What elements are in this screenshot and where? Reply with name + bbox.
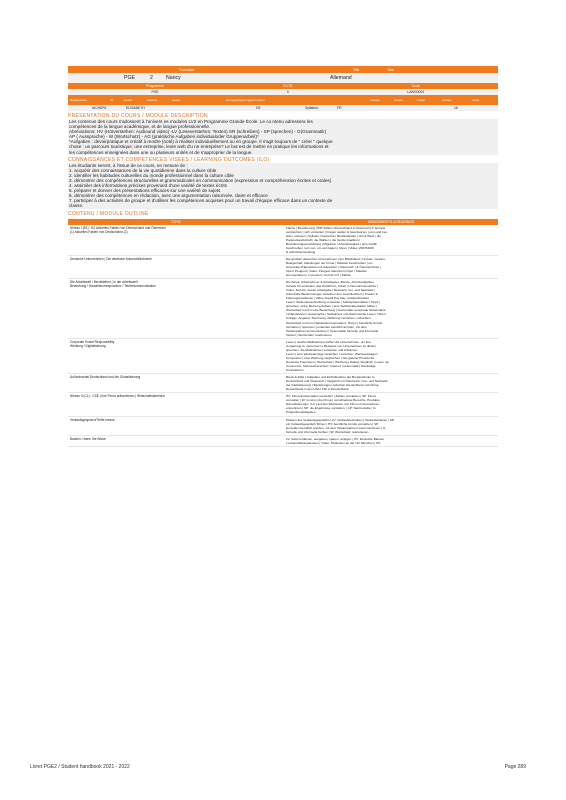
outline-assignment-cell xyxy=(284,279,498,338)
contact-hours: 16 xyxy=(454,106,458,110)
outline-assignment-text: | Lebenshaltungskosten | Video: Studenten an der Uni München | HV: xyxy=(286,440,382,445)
col-link-text: Lien participant rapport xyxy=(226,98,256,102)
outline-assignment-text: teils | vorlesen | Vollsatz / Deutsche | Bundesländer | Ost & West | die xyxy=(286,233,381,238)
campus-city: Nancy xyxy=(166,75,181,81)
leader-language: DE xyxy=(256,106,261,110)
outline-table xyxy=(68,225,498,447)
objective-line: Les étudiants seront, à l'issue de ce cours, en mesure de : xyxy=(69,162,188,168)
outline-assignment-cell xyxy=(284,417,498,435)
outline-row xyxy=(68,225,498,256)
outline-assignment-text: Lesen | eine Werbeanzeige verstehen | sprechen: Werbeaussagen xyxy=(286,351,378,356)
title-label: Title xyxy=(353,67,360,72)
outline-assignment-text: der Globalisierung | Beziehungen zwischen Deutschland und China, xyxy=(286,383,380,388)
outline-assignment-text: Vorteile für einstellen, das Profil/form, Arbeit | Unternehmenskultur | xyxy=(286,284,379,289)
outline-topic-text: Niveau II (C1) : CSE | ihre Firma präsentieren | Wirtschaftsbereiche xyxy=(70,394,166,399)
code-label: Code xyxy=(411,84,420,88)
outline-assignment-text: beschreiben | ein von, um auf zeigen | hören | Video: ZDFHARD xyxy=(286,245,374,250)
outline-assignment-text: Anfrage, Angebot, Rechnung, Mahnung verstehen | schreiben. xyxy=(286,316,372,321)
outline-topic-cell xyxy=(68,393,284,415)
col-hours: hours xyxy=(472,98,480,102)
outline-assignment-text: jemanden beruflich anrufen, mit dem Telefonpartnern kommunizieren | G: xyxy=(286,425,387,430)
outline-assignment-text: Wortschatz rund um Handelskorrespondenz, Hören | berufliche Anrufe xyxy=(286,320,383,325)
presentation-line: les compétences enseignées dans une ou plusieurs unités et de s'approprier de la langue. xyxy=(69,149,253,155)
outline-assignment-cell xyxy=(284,436,498,446)
col-du: du xyxy=(110,98,114,102)
col-leader: leader xyxy=(172,98,181,102)
outline-assignment-text: Lesen | welche Maßnahmen treffen die Unternehmen, um ihre xyxy=(286,339,372,344)
outline-assignment-text: Wortschatz rund um die Bewerbung | Grammatik: temporale Nebensätze xyxy=(286,308,386,313)
program-code: PGE xyxy=(124,75,135,81)
outline-row xyxy=(68,417,498,436)
syllabus-language: FR xyxy=(337,106,342,110)
outline-topic-text: Deutsche Unternehmen | Die deutsche Automobilindustrie xyxy=(70,256,152,261)
outline-row xyxy=(68,374,498,393)
outline-assignment-text: Bevölkerungsentwicklung | Migration | Arbeitslosigkeit | eine Grafik xyxy=(286,241,377,246)
outline-row xyxy=(68,256,498,279)
outline-topic-cell xyxy=(68,339,284,373)
presentation-line: chose : un parcours touristique, une entreprise, lexte web d'u ne entreprise? Le but est de mettre en pratique les informations et xyxy=(69,144,329,150)
outline-topic-cell xyxy=(68,436,284,446)
objective-line: 2. identifier les habitudes culturelles du monde professionnel dans la culture cible xyxy=(69,172,234,178)
leader-name: AICHERL xyxy=(92,106,107,110)
outline-topic-header: TOPIC xyxy=(170,219,182,224)
outline-assignment-text: Phasen des Verkaufsgesprächs | LV: Verkaufstechniken | Verkaufsphasen | SP: xyxy=(286,417,395,422)
outline-assignment-text: HV: Firmenpräsentation verstehen | Zahlen verstehen | SP: Firma xyxy=(286,394,376,399)
outline-assignment-text: vorstellen | W: rund um die Firma | verschiedene Bereiche, Produkte, xyxy=(286,398,381,403)
outline-row xyxy=(68,279,498,339)
outline-topic-text: Corporate Social Responsibility xyxy=(70,339,115,344)
outline-row xyxy=(68,436,498,447)
outline-topic-cell xyxy=(68,225,284,255)
outline-assignment-text: Telefonpartner kommunizieren | Grammatik: formelle und informelle xyxy=(286,328,379,333)
outline-assignment-text: N achrichtensendung xyxy=(286,249,316,254)
outline-assignment-text: Lesen: Stellenausschreibung verstehen | Selbstpräsentation | Tipps | xyxy=(286,300,380,305)
col-horaire: horaire xyxy=(394,98,403,102)
outline-assignment-text: ein Verkaufsgespräch führen | HV: berufliche Anrufe verstehen | SP: xyxy=(286,421,379,426)
outline-assignment-text: Parteienlandschaft | die Wahlen | die Große Koalition | xyxy=(286,237,361,242)
outline-assignment-text: Konnektoren xyxy=(286,368,304,373)
outline-assignment-text: Umgebung zu verbessern | Beispiele von Unternehmen so direkt | xyxy=(286,343,377,348)
presentation-heading: PRÉSENTATION DU COURS / MODULE DESCRIPTION xyxy=(68,113,208,119)
outline-row xyxy=(68,393,498,416)
document xyxy=(68,66,498,447)
outline-topic-cell xyxy=(68,256,284,278)
outline-assignment-text: verstehen | sprechen: jemanden beruflich anrufen, mit dem xyxy=(286,324,367,329)
outline-topic-text: Niveau I (B1) : B2 Aktuelles Fakten von Deutschland und Österreich xyxy=(70,225,166,230)
outline-assignment-text: kommentieren | in prozent | du bist im? | Zahlen xyxy=(286,273,352,278)
presentation-line: AP ( Aussprache) - W (Wortschatz) - AG (praktische Aufgaben individualoder Gruppenarbeit)* xyxy=(69,134,259,140)
outline-assignment-text: entnehmen | SP: die Ergebnisse vorstellen. | AP: Satzmelodie | G: xyxy=(286,406,377,411)
outline-assignment-cell xyxy=(284,393,498,415)
col-class: / Class xyxy=(416,98,425,102)
footer-handbook-title: Livret PGE2 / Student handbook 2021 - 2022 xyxy=(30,764,130,770)
formation-label: Formation xyxy=(179,67,195,72)
outline-assignment-cell xyxy=(284,339,498,373)
leader-first-name: ELISABETH xyxy=(126,106,145,110)
col-responsable: Responsable xyxy=(70,98,87,102)
header-label-row xyxy=(68,66,498,73)
outline-heading: CONTENU / MODULE OUTLINE xyxy=(68,210,149,217)
outline-assignment-text: Die Arbeit, Arbeitnehmer & Arbeitgeber, Berufe, Arbeitsaufgaben, xyxy=(286,280,375,285)
objectives-heading: CONNAISSANCES ET COMPÉTENCES VISÉES / LEARNING OUTCOMES (ILO) xyxy=(68,156,270,163)
outline-topic-text: Die Arbeitswelt / Berufsleben | in der Arbeitswelt xyxy=(70,280,138,285)
col-module: module xyxy=(123,98,133,102)
col-contact: contact xyxy=(442,98,452,102)
col-button-text: button xyxy=(256,98,265,102)
col-module-en: / Module xyxy=(146,98,158,102)
ects-value: 0 xyxy=(286,90,289,94)
programme-label: Programme xyxy=(146,84,164,88)
programme-value: PGE xyxy=(151,90,159,94)
program-title-row xyxy=(68,73,498,83)
outline-assignment-text: Kompetenz | eine Werbung vergleichen | das gleiche Produkt für xyxy=(286,355,375,360)
course-title: Allemand xyxy=(330,75,352,81)
outline-assignment-cell xyxy=(284,225,498,255)
outline-assignment-cell xyxy=(284,256,498,278)
outline-assignment-text: Deutsche Franzosen | Wortschatz | Werbung | Dialog | Englisch | Lesen | E- xyxy=(286,359,390,364)
outline-topic-cell xyxy=(68,279,284,338)
outline-assignment-text: vergleichen | sich vorstellen | Fragen stellen & beantworten | ein Land bes xyxy=(286,229,388,234)
presentation-line: *Aufgaben : devoirpratique et créatif à rendre (noté) à réaliser individuellement ou en groupe. Il s'agit toujours de " créer " quelque xyxy=(69,139,333,145)
outline-assignment-text: temporale Präpositionen & Adverbien | Osterreich | & Österreichvisit | xyxy=(286,264,381,269)
outline-topic-text: Außenhandel Deutschland und die Globalisierung xyxy=(70,375,141,380)
outline-topic-text: Banken / wenn Sie Börse xyxy=(70,436,106,441)
outline-assignment-text: Commerce, Verbraucherschutz, Internet | Grammatik | Zweiteilige xyxy=(286,364,376,368)
outline-topic-text: Werbung / Digitalisierung xyxy=(70,343,106,348)
outline-assignment-text: Adverbiale Bestimmungen zwischen den Geschlechtern | Frauen in xyxy=(286,292,379,297)
outline-assignment-text: Führungspositionen | Video: Equal Pay Day | präpositionales xyxy=(286,296,370,301)
outline-topic-cell xyxy=(68,417,284,435)
leader-label-row xyxy=(68,95,498,105)
outline-assignment-text: Belegschaft, Abteilungen der Firma | Tabellen beschreiben | ein xyxy=(286,260,373,265)
outline-assignment-text: Video: Zeit AG, bester Arbeitgeber Reiseteil | Vor- und Nachteile | xyxy=(286,288,376,293)
leader-value-row xyxy=(68,105,498,111)
outline-assignment-text: Dienstleistungen | LV | auf den Webseiten von Firmen Informationen xyxy=(286,402,380,407)
outline-assignment-text: sprechen: seine Meinung äußern | eine Selbstpräsentation halten | xyxy=(286,304,378,309)
ects-label: ECTS xyxy=(283,84,293,88)
program-number: 2 xyxy=(150,75,153,81)
syllabus-label: Syllabus: xyxy=(305,106,319,110)
outline-assignment-text: sprechen: die Maßnahmen verstehen und kritisieren xyxy=(286,347,358,352)
titre-label: Titre xyxy=(387,67,394,72)
outline-assignment-text: Präpositionalobjekten xyxy=(286,410,316,415)
objective-line: 5. préparer et donner des présentations efficaces sur une variété de sujets xyxy=(69,188,221,194)
presentation-line: Abréviations: HV (Hörverstehen: Audiound video) -LV (Leseverstehen: Texten) SR (schreiben) - SP (sprechen) - G(Grammatik) xyxy=(69,129,327,135)
objective-line: 1. acquérir des connaissances de la vie quotidienne dans la culture cible xyxy=(69,167,217,173)
outline-topic-text: Bewerbung / Handelskorrespondenz / Telefonkommunikation xyxy=(70,284,156,289)
page-number: Page 289 xyxy=(504,764,526,770)
objective-line: classe. xyxy=(69,203,84,209)
outline-row xyxy=(68,339,498,374)
outline-assignment-text: Brexit & Zölle | Aufgaben und Einflußnahme der Bundesländer in xyxy=(286,375,375,380)
outline-assignment-text: Deutschland in den USA | FDI in Deutschland xyxy=(286,387,349,392)
code-value: LANG0004 xyxy=(407,90,425,94)
outline-topic-text: Verkaufsgespräch/Treffs messe xyxy=(70,417,115,422)
outline-assignment-text: Die größten deutschen Unternehmen | der Mittelstand | Umsatz, Gewinn, xyxy=(286,256,386,261)
objectives-text xyxy=(68,163,498,209)
outline-assignment-cell xyxy=(284,374,498,392)
presentation-line: compétences de la langue académique, et de langue professionnelle. xyxy=(69,124,211,130)
objective-line: 6. démontrer des compétences en rédaction, avec une argumentation raisonnée, claire et efficace xyxy=(69,193,268,199)
objective-line: 7. participer à des activités de groupe et d'utiliser les compétences acquises pour un travail d'équipe efficace dans un contexte de xyxy=(69,198,333,204)
presentation-line: Les contenus des cours s'adossent à l'univers es modules LV2 en Programme Grande École. Le co ntenu adressera les xyxy=(69,119,313,124)
outline-assignment-text: Fläche | Bevölkerung | BIP Zahlen (Deutschland & Österreich) in Europa xyxy=(286,225,386,230)
outline-topic-cell xyxy=(68,374,284,392)
col-volume: Volume xyxy=(370,98,380,102)
outline-assignment-text: LV: Geld verdienen, ausgeben, sparen, anlegen | HV: Deutsche Banken xyxy=(286,436,385,441)
presentation-text xyxy=(68,119,498,155)
col-link xyxy=(224,98,368,102)
outline-assignment-text: formelle und informelle Verben | W: Wortschatz: telefonieren xyxy=(286,429,369,434)
outline-assignment-text: Opel | Peugeot | Video: Peugeot übernimmt Opel | Tabellen xyxy=(286,268,368,273)
objective-line: 4. assimiler des informations précises provenant d'une variété de textes écrits xyxy=(69,183,227,189)
objective-line: 3. démontrer des compétences structurelles et grammaticales en communication (expression et compréhension écrites et orales) xyxy=(69,177,332,183)
outline-assignments-header: ASSIGNMENTS & READINGS xyxy=(367,219,415,224)
outline-topic-text: (1) Aktuelles Fakten von Deutschland (2) xyxy=(70,229,128,234)
outline-assignment-text: | Präpositionen: Aussprache | Satzakzent und Satzmelodie Lesen: Hören: xyxy=(286,312,387,317)
outline-assignment-text: Deutschland und Österreich | Vergleich mit Österreich | Vor- und Nachteile xyxy=(286,379,388,384)
outline-assignment-text: Verben | Wortschatz: telefonieren xyxy=(286,332,332,337)
